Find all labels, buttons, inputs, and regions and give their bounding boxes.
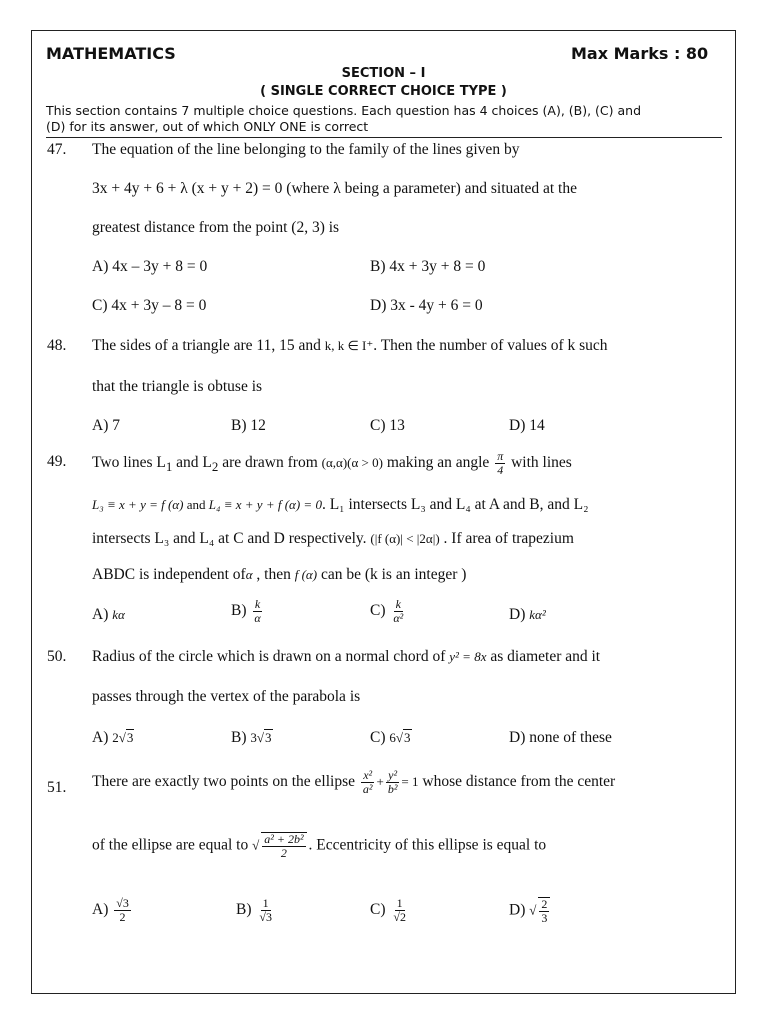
numerator: k — [254, 597, 261, 611]
option-d[interactable] — [509, 897, 552, 925]
fraction — [538, 897, 550, 925]
text: Radius of the circle which is drawn on a normal chord of — [92, 648, 450, 665]
text: Two lines L — [92, 454, 166, 471]
option-b[interactable]: B) 4x + 3y + 8 = 0 — [370, 258, 486, 275]
instructions-line-2: (D) for its answer, out of which ONLY ONE is correct — [46, 119, 369, 134]
math-expression: kα — [112, 607, 125, 622]
denominator: 4 — [497, 462, 504, 477]
text: . L₁ intersects L₃ and L₄ at A and B, and L₂ — [321, 496, 589, 513]
option-d[interactable]: D) none of these — [509, 729, 612, 746]
math-expression: = 1 — [401, 774, 419, 790]
section-type: ( SINGLE CORRECT CHOICE TYPE ) — [260, 84, 507, 99]
option-b[interactable] — [236, 897, 276, 924]
text: with lines — [507, 454, 572, 471]
option-a[interactable] — [92, 606, 125, 624]
text: , then — [252, 566, 295, 583]
question-text-line-1 — [92, 769, 615, 796]
sqrt-sign: √ — [529, 902, 537, 918]
numerator: y² — [388, 768, 398, 782]
angle-fraction — [495, 450, 505, 477]
question-number: 47. — [47, 141, 67, 158]
question-number: 51. — [47, 779, 67, 796]
option-b[interactable] — [231, 598, 265, 625]
option-d[interactable]: D) 14 — [509, 417, 545, 434]
question-text-line-1 — [92, 446, 572, 484]
math-expression: α — [245, 567, 253, 582]
option-label: B) — [231, 602, 251, 620]
coefficient: 2 — [112, 730, 119, 745]
denominator: 3 — [541, 911, 548, 925]
numerator: 2 — [541, 897, 548, 911]
option-label: A) — [92, 729, 113, 746]
question-text-line-4 — [92, 566, 466, 584]
text: . If area of trapezium — [439, 530, 574, 547]
fraction — [391, 598, 405, 625]
option-label: A) — [92, 901, 113, 919]
fraction — [252, 598, 262, 625]
text: ABDC is independent of — [92, 566, 246, 583]
text: and — [183, 497, 209, 512]
denominator: α — [254, 611, 261, 625]
question-number: 50. — [47, 648, 67, 665]
fraction — [391, 897, 408, 924]
section-instructions — [46, 103, 722, 135]
option-label: C) — [370, 729, 390, 746]
option-a[interactable]: A) 7 — [92, 417, 120, 434]
question-text-line-1 — [92, 648, 600, 666]
subscript: 2 — [211, 459, 219, 475]
radicand: 3 — [404, 730, 411, 745]
option-d[interactable]: D) 3x - 4y + 6 = 0 — [370, 297, 483, 314]
text: The sides of a triangle are 11, 15 and — [92, 337, 325, 354]
option-label: B) — [236, 901, 256, 919]
option-a[interactable] — [92, 729, 134, 747]
fraction — [261, 832, 306, 860]
math-expression: f (α) — [294, 567, 318, 582]
option-c[interactable]: C) 4x + 3y – 8 = 0 — [92, 297, 207, 314]
option-a[interactable] — [92, 897, 133, 924]
subscript: 1 — [165, 459, 173, 475]
denominator: α² — [393, 611, 404, 625]
numerator: k — [395, 597, 401, 611]
option-label: D) — [509, 606, 530, 623]
math-expression: L₄ ≡ x + y + f (α) = 0 — [208, 497, 322, 512]
text: There are exactly two points on the ellipse — [92, 773, 359, 791]
numerator: a² + 2b² — [264, 832, 304, 846]
option-label: D) — [509, 901, 530, 919]
sqrt-sign: √ — [395, 730, 404, 745]
text: . Then the number of values of k such — [373, 337, 608, 354]
subject-title: MATHEMATICS — [46, 44, 176, 63]
option-c[interactable]: C) 13 — [370, 417, 405, 434]
text: as diameter and it — [486, 648, 601, 665]
numerator: π — [497, 448, 504, 463]
question-text-line-2 — [92, 832, 546, 860]
question-text-line-3: greatest distance from the point (2, 3) is — [92, 219, 340, 236]
fraction — [386, 769, 400, 796]
option-b[interactable] — [231, 729, 273, 747]
question-text-line-2 — [92, 496, 589, 514]
denominator: √3 — [259, 910, 272, 924]
option-b[interactable]: B) 12 — [231, 417, 266, 434]
option-d[interactable] — [509, 606, 546, 624]
option-label: C) — [370, 901, 390, 919]
math-expression: (α,α)(α > 0) — [321, 455, 383, 470]
denominator: 2 — [280, 846, 287, 860]
fraction — [361, 769, 375, 796]
max-marks: Max Marks : 80 — [571, 44, 709, 63]
option-c[interactable] — [370, 598, 407, 625]
question-text-line-3 — [92, 530, 574, 548]
option-a[interactable]: A) 4x – 3y + 8 = 0 — [92, 258, 208, 275]
fraction — [114, 897, 131, 924]
denominator: 2 — [119, 910, 126, 924]
option-c[interactable] — [370, 729, 412, 747]
sqrt-sign: √ — [256, 730, 265, 745]
radicand: 3 — [126, 730, 134, 745]
operator: + — [376, 774, 384, 790]
numerator: 1 — [396, 896, 403, 910]
text: are drawn from — [218, 454, 322, 471]
text: intersects L₃ and L₄ at C and D respectively. — [92, 530, 371, 547]
denominator: a² — [362, 782, 373, 796]
text: making an angle — [382, 454, 494, 471]
text: . Eccentricity of this ellipse is equal to — [308, 836, 547, 854]
instructions-line-1: This section contains 7 multiple choice questions. Each question has 4 choices (A), (B), (C) and — [46, 103, 642, 118]
numerator: √3 — [116, 896, 129, 910]
text: and L — [172, 454, 212, 471]
sqrt-sign: √ — [252, 837, 260, 853]
text: whose distance from the center — [418, 773, 616, 791]
coefficient: 6 — [389, 730, 396, 745]
denominator: b² — [387, 782, 398, 796]
numerator: 1 — [262, 896, 269, 910]
question-text-line-2: passes through the vertex of the parabola is — [92, 688, 361, 705]
denominator: √2 — [393, 910, 406, 924]
header-divider — [46, 137, 722, 138]
sqrt-sign: √ — [118, 730, 126, 745]
question-text-line-2: that the triangle is obtuse is — [92, 378, 263, 395]
section-title: SECTION – I — [341, 66, 426, 81]
coefficient: 3 — [250, 730, 257, 745]
option-label: B) — [231, 729, 251, 746]
math-expression: (|f (α)| < |2α|) — [370, 531, 440, 546]
math-expression: L₃ ≡ x + y = f (α) — [92, 497, 184, 512]
option-label: A) — [92, 606, 113, 623]
math-expression: kα² — [529, 607, 546, 622]
text: can be (k is an integer ) — [317, 566, 467, 583]
question-number: 49. — [47, 453, 67, 470]
numerator: x² — [363, 768, 373, 782]
fraction — [257, 897, 274, 924]
math-expression: k, k ∈ I⁺ — [324, 338, 374, 353]
text: of the ellipse are equal to — [92, 836, 253, 854]
radicand: 3 — [265, 730, 272, 745]
question-text-line-1: The equation of the line belonging to the family of the lines given by — [92, 141, 520, 158]
option-c[interactable] — [370, 897, 410, 924]
question-text-line-2: 3x + 4y + 6 + λ (x + y + 2) = 0 (where λ being a parameter) and situated at the — [92, 180, 577, 197]
question-text-line-1 — [92, 337, 608, 355]
math-expression: y² = 8x — [449, 649, 487, 664]
option-label: C) — [370, 602, 390, 620]
question-number: 48. — [47, 337, 67, 354]
